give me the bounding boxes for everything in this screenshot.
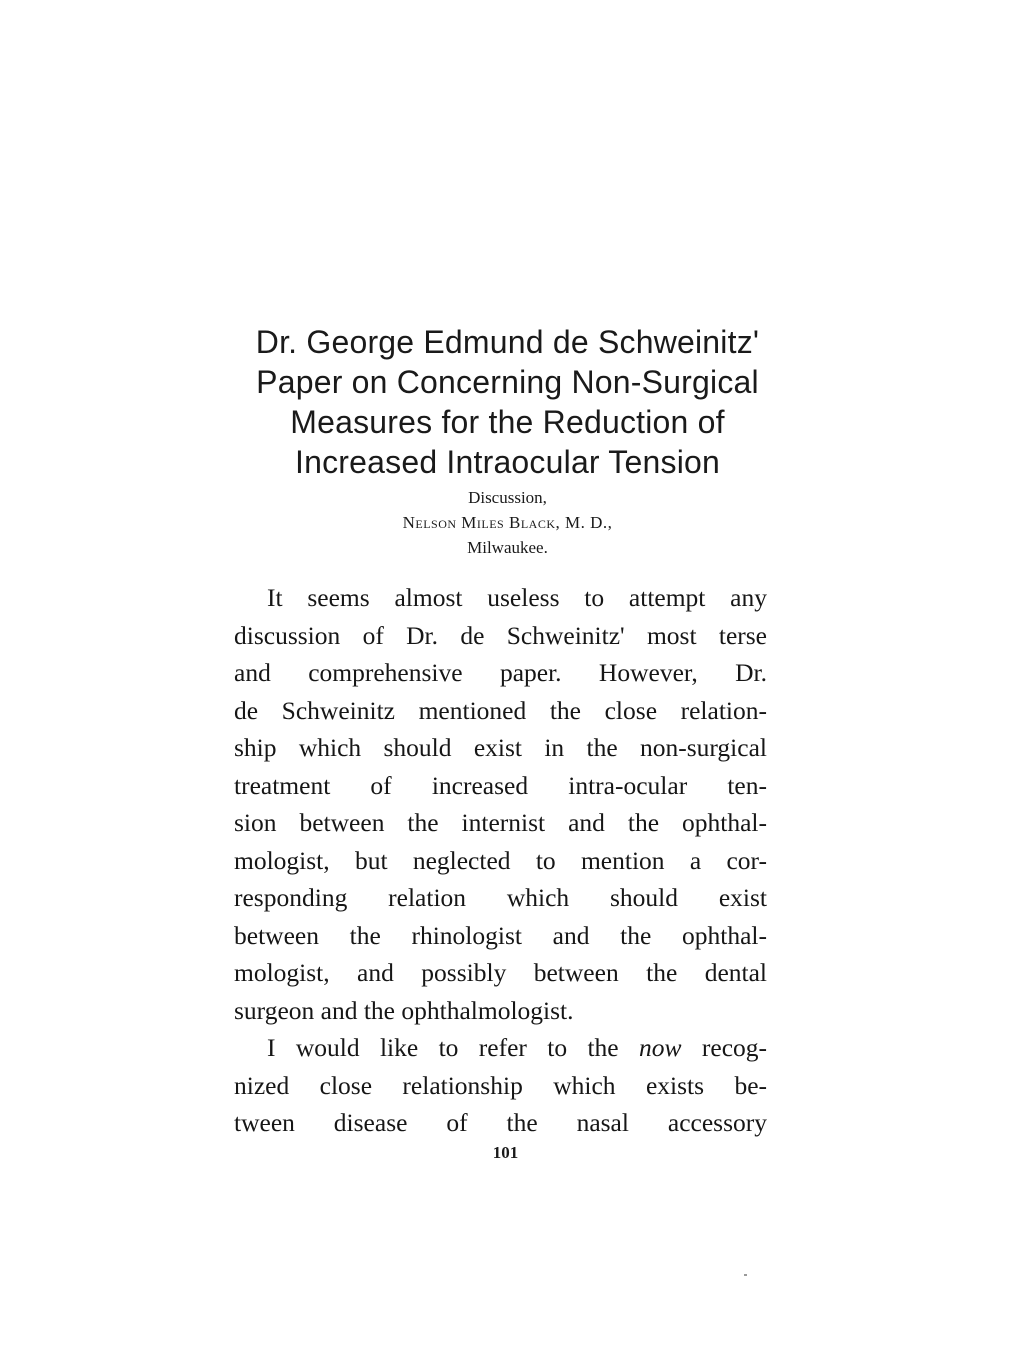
text-line: It seems almost useless to attempt any <box>267 583 767 612</box>
page-number: 101 <box>492 1143 519 1162</box>
text-line: tween disease of the nasal accessory <box>234 1108 767 1137</box>
text-run: recog- <box>701 1033 768 1062</box>
paragraph-2 <box>234 1029 767 1142</box>
article-title <box>180 322 835 482</box>
text-line: mologist, and possibly between the dental <box>234 958 767 987</box>
text-line: discussion of Dr. de Schweinitz' most terse <box>234 620 767 650</box>
byline <box>200 485 815 560</box>
text-line: nized close relationship which exists be- <box>234 1070 767 1100</box>
title-line: Paper on Concerning Non-Surgical <box>256 364 759 400</box>
text-run: I would like to refer to the <box>267 1033 619 1062</box>
body-text <box>234 579 767 1142</box>
text-line: mologist, but neglected to mention a cor- <box>234 845 767 875</box>
author-location: Milwaukee. <box>467 538 548 557</box>
paragraph-1 <box>234 579 767 1029</box>
emphasized-word: now <box>639 1033 682 1062</box>
text-line: sion between the internist and the ophthal- <box>234 808 767 837</box>
text-line: surgeon and the ophthalmologist. <box>234 995 574 1025</box>
title-line: Increased Intraocular Tension <box>294 444 721 480</box>
text-line: ship which should exist in the non-surgical <box>234 733 767 762</box>
title-line: Measures for the Reduction of <box>290 404 725 440</box>
author-name: Nelson Miles Black, M. D., <box>402 513 613 532</box>
text-line: treatment of increased intra-ocular ten- <box>234 770 767 800</box>
text-line: and comprehensive paper. However, Dr. <box>234 658 767 687</box>
text-line: de Schweinitz mentioned the close relation- <box>234 695 767 725</box>
title-line: Dr. George Edmund de Schweinitz' <box>255 324 760 360</box>
text-line: responding relation which should exist <box>234 883 767 912</box>
scan-speck <box>744 1274 747 1276</box>
text-line <box>234 1029 767 1067</box>
text-line: between the rhinologist and the ophthal- <box>234 920 767 950</box>
discussion-label: Discussion, <box>468 488 547 507</box>
